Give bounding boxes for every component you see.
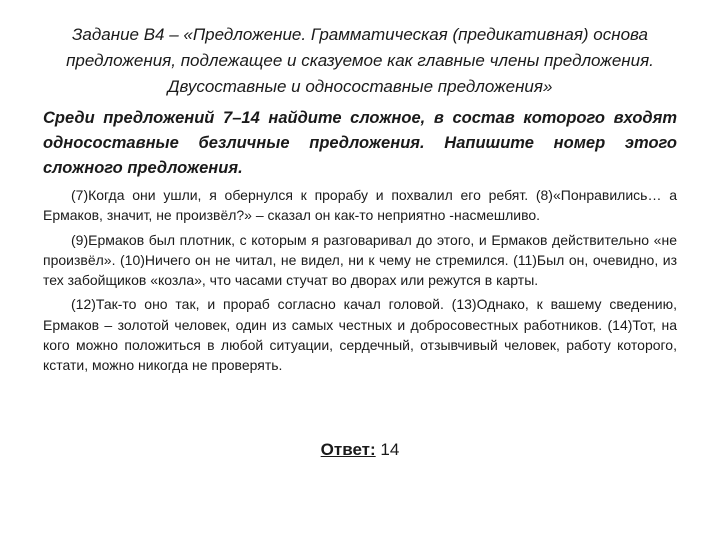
text-passage <box>43 185 677 380</box>
slide-title: Задание В4 – «Предложение. Грамматическая (предикативная) основа предложения, подлежащее и сказуемое как главные члены предложения. Двусоставные и односоставные предложения» <box>66 25 654 96</box>
passage-paragraph: (12)Так-то оно так, и прораб согласно качал головой. (13)Однако, к вашему сведению, Ермаков – золотой человек, один из самых честных и добросовестных работников. (14)Тот, на кого можно положиться в любой ситуации, сердечный, отзывчивый человек, работу которого, кстати, можно никогда не проверять. <box>43 296 677 374</box>
answer-line <box>0 440 720 460</box>
task-instruction: Среди предложений 7–14 найдите сложное, в состав которого входят односоставные безличные предложения. Напишите номер этого сложного предложения. <box>43 109 677 177</box>
passage-paragraph: (9)Ермаков был плотник, с которым я разговаривал до этого, и Ермаков действительно «не произвёл». (10)Ничего он не читал, не видел, ни к чему не стремился. (11)Был он, очевидно, из тех забойщиков «козла», что часами стучат во дворах или режутся в карты. <box>43 231 677 289</box>
answer-value: 14 <box>380 440 400 459</box>
answer-label: Ответ: <box>320 440 376 459</box>
passage-paragraph: (7)Когда они ушли, я обернулся к прорабу и похвалил его ребят. (8)«Понравились… а Ермаков, значит, не произвёл?» – сказал он как-то неприятно -насмешливо. <box>43 187 677 224</box>
